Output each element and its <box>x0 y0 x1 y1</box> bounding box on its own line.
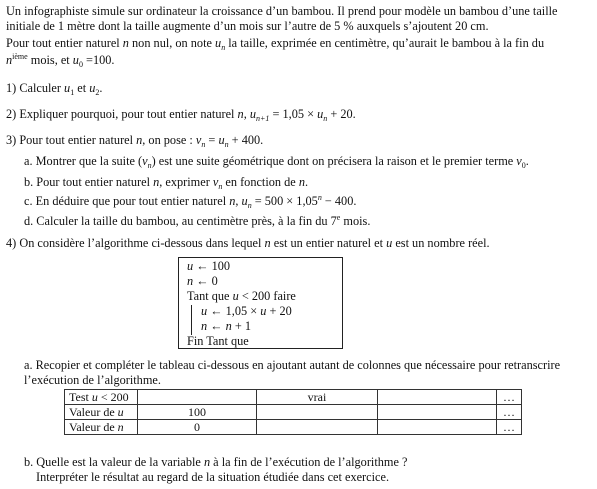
question-4a-line-1: a. Recopier et compléter le tableau ci-dessous en ajoutant autant de colonnes que nécessaire pour retranscrire <box>24 358 561 372</box>
table-cell <box>378 420 497 435</box>
question-3d: d. Calculer la taille du bambou, au centimètre près, à la fin du 7e mois. <box>24 213 371 228</box>
table-cell: 0 <box>138 420 257 435</box>
table-row <box>65 390 522 405</box>
table-cell <box>257 405 378 420</box>
table-cell: 100 <box>138 405 257 420</box>
table-cell: Valeur de n <box>65 420 138 435</box>
table-cell <box>378 390 497 405</box>
table-cell: vrai <box>257 390 378 405</box>
algo-loop-bar <box>191 305 192 335</box>
table-cell: Test u < 200 <box>65 390 138 405</box>
intro-line-4: $n^{ième}$ mois, et $u_0 =100$. <box>6 52 115 69</box>
table-cell <box>257 420 378 435</box>
question-3b: b. Pour tout entier naturel n, exprimer $v_n$ en fonction de n. <box>24 175 309 191</box>
table-cell <box>138 390 257 405</box>
algo-line-3: Tant que u < 200 faire <box>187 289 296 303</box>
question-2: 2) Expliquer pourquoi, pour tout entier naturel n, $u_{n+1} = 1,05 \times u_n + 20$. <box>6 107 356 123</box>
question-4a-line-2: l’exécution de l’algorithme. <box>24 373 161 387</box>
algo-line-5: n ← n + 1 <box>201 319 251 333</box>
question-4b-line-1: b. Quelle est la valeur de la variable n à la fin de l’exécution de l’algorithme ? <box>24 455 408 469</box>
algo-line-2: n ← 0 <box>187 274 218 288</box>
question-3: 3) Pour tout entier naturel n, on pose : $v_n = u_n + 400$. <box>6 133 264 149</box>
question-3c: c. En déduire que pour tout entier naturel n, $u_n = 500 \times 1,05^n - 400$. <box>24 193 357 210</box>
question-3a: a. Montrer que la suite $(v_n)$ est une suite géométrique dont on précisera la raison et le premier terme $v_0$. <box>24 154 529 170</box>
algo-line-6: Fin Tant que <box>187 334 249 348</box>
question-1: 1) Calculer $u_1$ et $u_2$. <box>6 81 103 97</box>
table-row <box>65 420 522 435</box>
algo-line-1: u ← 100 <box>187 259 231 273</box>
intro-line-2: initiale de 1 mètre dont la taille augmente d’un mois sur l’autre de 5 % auxquels s’ajoutent 20 cm. <box>6 19 489 33</box>
algo-line-4: u ← 1,05 × u + 20 <box>201 304 292 318</box>
table-row <box>65 405 522 420</box>
question-4b-line-2: Interpréter le résultat au regard de la situation étudiée dans cet exercice. <box>36 470 390 484</box>
intro-line-1: Un infographiste simule sur ordinateur la croissance d’un bambou. Il prend pour modèle un bambou d’une taille <box>6 4 558 18</box>
table-cell: Valeur de u <box>65 405 138 420</box>
intro-line-3: Pour tout entier naturel n non nul, on note $u_n$ la taille, exprimée en centimètre, qu’aurait le bambou à la fin du <box>6 36 545 52</box>
table-cell: … <box>497 405 522 420</box>
question-4: 4) On considère l’algorithme ci-dessous dans lequel n est un entier naturel et u est un nombre réel. <box>6 236 490 250</box>
table-cell: … <box>497 420 522 435</box>
table-cell: … <box>497 390 522 405</box>
algorithm-box <box>178 257 343 349</box>
execution-table <box>64 389 522 435</box>
table-cell <box>378 405 497 420</box>
